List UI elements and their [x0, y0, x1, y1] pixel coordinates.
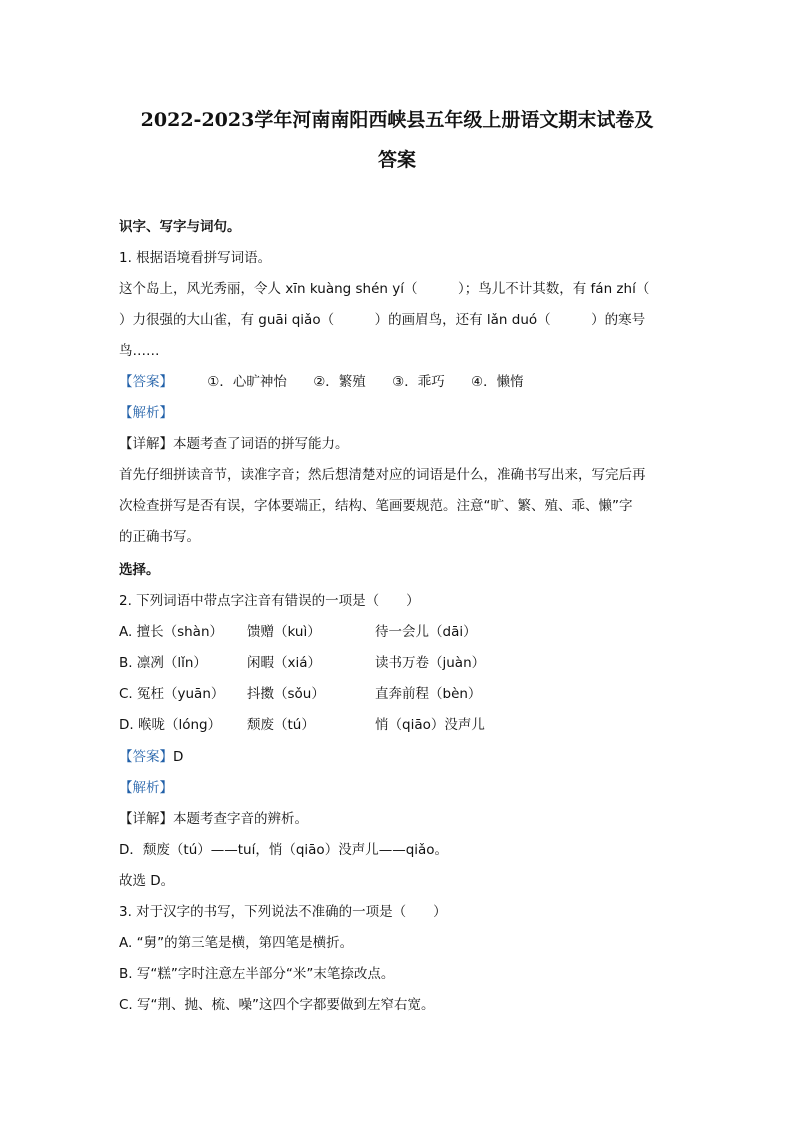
- option-cell: 待一会儿（dāi）: [375, 624, 477, 640]
- option-cell: B. 凛冽（lǐn）: [119, 655, 207, 671]
- answer-label: 【答案】: [119, 374, 173, 390]
- question-2-stem: 2. 下列词语中带点字注音有错误的一项是（ ）: [119, 593, 420, 609]
- answer-value: D: [173, 749, 184, 765]
- question-3-stem: 3. 对于汉字的书写，下列说法不准确的一项是（ ）: [119, 904, 447, 920]
- title-line-1: 2022-2023学年河南南阳西峡县五年级上册语文期末试卷及: [140, 109, 654, 131]
- option-cell: 馈赠（kuì）: [247, 624, 321, 640]
- question-2-explain-line-1: D．颓废（tú）——tuí，悄（qiāo）没声儿——qiǎo。: [119, 842, 449, 858]
- question-1-explain-line-2: 次检查拼写是否有误，字体要端正，结构、笔画要规范。注意“旷、繁、殖、乖、懒”字: [119, 498, 633, 514]
- question-2-detail: [119, 809, 679, 829]
- detail-label: 【详解】: [119, 436, 173, 452]
- analysis-label: 【解析】: [119, 780, 173, 796]
- question-2-explain-line-2: 故选 D。: [119, 873, 175, 889]
- question-1-text-line-2: ）力很强的大山雀，有 guāi qiǎo（ ）的画眉鸟，还有 lǎn duó（ ）的寒号: [119, 312, 646, 328]
- question-1-text-line-3: 鸟……: [119, 343, 160, 359]
- title-line-2: 答案: [377, 149, 416, 171]
- detail-label: 【详解】: [119, 811, 173, 827]
- option-cell: 读书万卷（juàn）: [375, 655, 486, 671]
- question-1-explain-line-3: 的正确书写。: [119, 529, 200, 545]
- question-3-option-c: C. 写“荆、抛、梳、噪”这四个字都要做到左窄右宽。: [119, 997, 435, 1013]
- option-cell: 抖擞（sǒu）: [247, 686, 325, 702]
- option-cell: 闲暇（xiá）: [247, 655, 322, 671]
- option-cell: C. 冤枉（yuān）: [119, 686, 225, 702]
- question-1-detail: [119, 434, 679, 454]
- option-cell: 颓废（tú）: [247, 717, 315, 733]
- answer-label: 【答案】: [119, 749, 173, 765]
- question-2-option-a: [119, 622, 679, 642]
- answer-item: ①．心旷神怡: [207, 374, 287, 390]
- question-2-option-c: [119, 684, 679, 704]
- question-3-option-b: B. 写“糕”字时注意左半部分“米”末笔捺改点。: [119, 966, 395, 982]
- option-cell: A. 擅长（shàn）: [119, 624, 223, 640]
- question-3-option-a: A. “舅”的第三笔是横，第四笔是横折。: [119, 935, 354, 951]
- analysis-label: 【解析】: [119, 405, 173, 421]
- question-2-option-d: [119, 715, 679, 735]
- detail-text: 本题考查了词语的拼写能力。: [173, 436, 349, 452]
- detail-text: 本题考查字音的辨析。: [173, 811, 308, 827]
- question-2-answer-row: [119, 747, 679, 767]
- section-heading-literacy: 识字、写字与词句。: [119, 219, 241, 235]
- question-2-option-b: [119, 653, 679, 673]
- answer-item: ②．繁殖: [313, 374, 366, 390]
- option-cell: D. 喉咙（lóng）: [119, 717, 222, 733]
- question-1-text-line-1: 这个岛上，风光秀丽，令人 xīn kuàng shén yí（ ）；鸟儿不计其数，有 fán zhí（: [119, 281, 650, 297]
- answer-item: ③．乖巧: [392, 374, 445, 390]
- option-cell: 悄（qiāo）没声儿: [375, 717, 485, 733]
- question-1-answer-row: [119, 372, 679, 392]
- section-heading-choice: 选择。: [119, 562, 160, 578]
- question-1-explain-line-1: 首先仔细拼读音节，读准字音；然后想清楚对应的词语是什么，准确书写出来，写完后再: [119, 467, 646, 483]
- document-title: [110, 100, 684, 180]
- question-1-stem: 1. 根据语境看拼写词语。: [119, 250, 272, 266]
- option-cell: 直奔前程（bèn）: [375, 686, 482, 702]
- answer-item: ④．懒惰: [471, 374, 524, 390]
